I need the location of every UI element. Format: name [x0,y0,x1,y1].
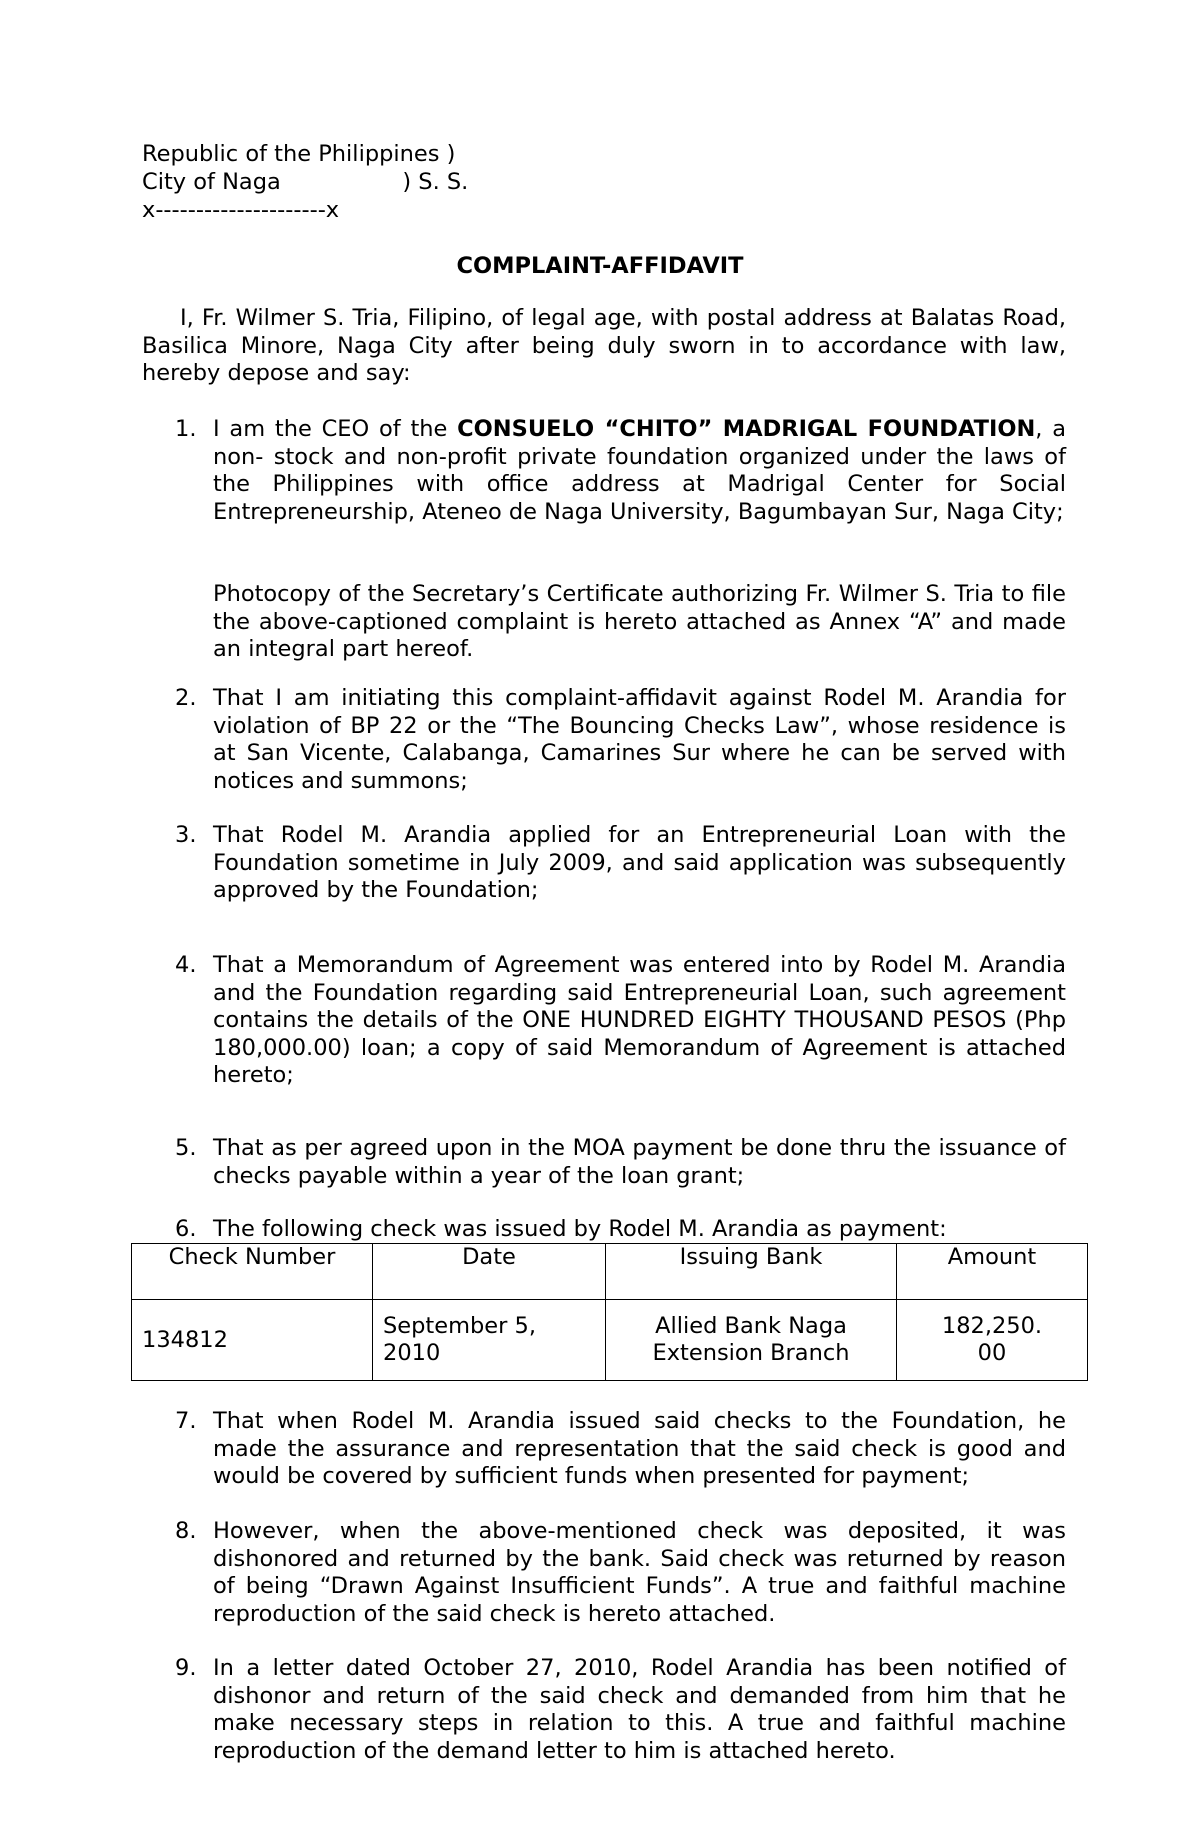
item-text: The following check was issued by Rodel M. Arandia as payment: [213,1216,947,1242]
cell-bank-text: Allied Bank Naga Extension Branch [652,1313,850,1366]
table-row [132,1300,1088,1381]
item-number: 1. [175,416,197,442]
item-number: 6. [175,1216,197,1242]
cell-amount-text: 182,250.00 [941,1313,1043,1366]
cell-date [373,1300,606,1381]
item-number: 9. [175,1655,197,1681]
list-item [175,822,1066,905]
caption-line-republic: Republic of the Philippines ) [142,141,456,167]
item-number: 7. [175,1408,197,1434]
item-number: 8. [175,1518,197,1544]
header-check-number: Check Number [132,1244,373,1300]
cell-date-text: September 5, 2010 [383,1313,536,1366]
header-date-text: Date [462,1244,516,1270]
item-number: 2. [175,685,197,711]
foundation-name: CONSUELO “CHITO” MADRIGAL FOUNDATION [457,416,1036,442]
item-text-pre: I am the CEO of the [213,416,458,442]
list-item [175,416,1066,526]
caption-line-city: City of Naga ) S. S. [142,169,469,195]
item-text-post: , a non- stock and non-profit private foundation organized under the laws of the Philippines with office address at Madrigal Center for Social Entrepreneurship, Ateneo de Naga University, Bagumbayan Sur, Naga City; [213,416,1066,525]
table-header-row [132,1244,1088,1300]
cell-amount [897,1300,1088,1381]
header-issuing-bank: Issuing Bank [606,1244,897,1300]
list-item [175,1408,1066,1491]
list-item [175,1655,1066,1765]
item-text: That as per agreed upon in the MOA payment be done thru the issuance of checks payable within a year of the loan grant; [213,1135,1066,1189]
item-text: However, when the above-mentioned check was deposited, it was dishonored and returned by the bank. Said check was returned by reason of being “Drawn Against Insufficient Funds”. A true and faithful machine reproduction of the said check is hereto attached. [213,1518,1066,1627]
item-number: 5. [175,1135,197,1161]
item-number: 3. [175,822,197,848]
list-item [175,952,1066,1090]
item-text [213,416,1066,526]
list-item [175,685,1066,795]
header-amount: Amount [897,1244,1088,1300]
item-text: In a letter dated October 27, 2010, Rodel Arandia has been notified of dishonor and return of the said check and demanded from him that he make necessary steps in relation to this. A true and faithful machine reproduction of the demand letter to him is attached hereto. [213,1655,1066,1764]
item-text: That Rodel M. Arandia applied for an Entrepreneurial Loan with the Foundation sometime in July 2009, and said application was subsequently approved by the Foundation; [213,822,1066,903]
item-number: 4. [175,952,197,978]
document-title: COMPLAINT-AFFIDAVIT [456,253,744,279]
list-item [175,1216,1066,1244]
list-item [175,1135,1066,1190]
item-text: That when Rodel M. Arandia issued said checks to the Foundation, he made the assurance and representation that the said check is good and would be covered by sufficient funds when presented for payment; [213,1408,1066,1489]
cell-check-number: 134812 [132,1300,373,1381]
caption-line-separator: x---------------------x [142,197,340,223]
intro-paragraph: I, Fr. Wilmer S. Tria, Filipino, of legal age, with postal address at Balatas Road, Basilica Minore, Naga City after being duly sworn in to accordance with law, hereby depose and say: [142,305,1066,386]
item-text: That I am initiating this complaint-affidavit against Rodel M. Arandia for violation of BP 22 or the “The Bouncing Checks Law”, whose residence is at San Vicente, Calabanga, Camarines Sur where he can be served with notices and summons; [213,685,1066,794]
cell-bank [606,1300,897,1381]
annex-paragraph: Photocopy of the Secretary’s Certificate authorizing Fr. Wilmer S. Tria to file the above-captioned complaint is hereto attached as Annex “A” and made an integral part hereof. [213,581,1066,662]
header-date [373,1244,606,1300]
list-item [175,1518,1066,1628]
item-text: That a Memorandum of Agreement was entered into by Rodel M. Arandia and the Foundation regarding said Entrepreneurial Loan, such agreement contains the details of the ONE HUNDRED EIGHTY THOUSAND PESOS (Php 180,000.00) loan; a copy of said Memorandum of Agreement is attached hereto; [213,952,1066,1088]
check-table [131,1243,1088,1381]
